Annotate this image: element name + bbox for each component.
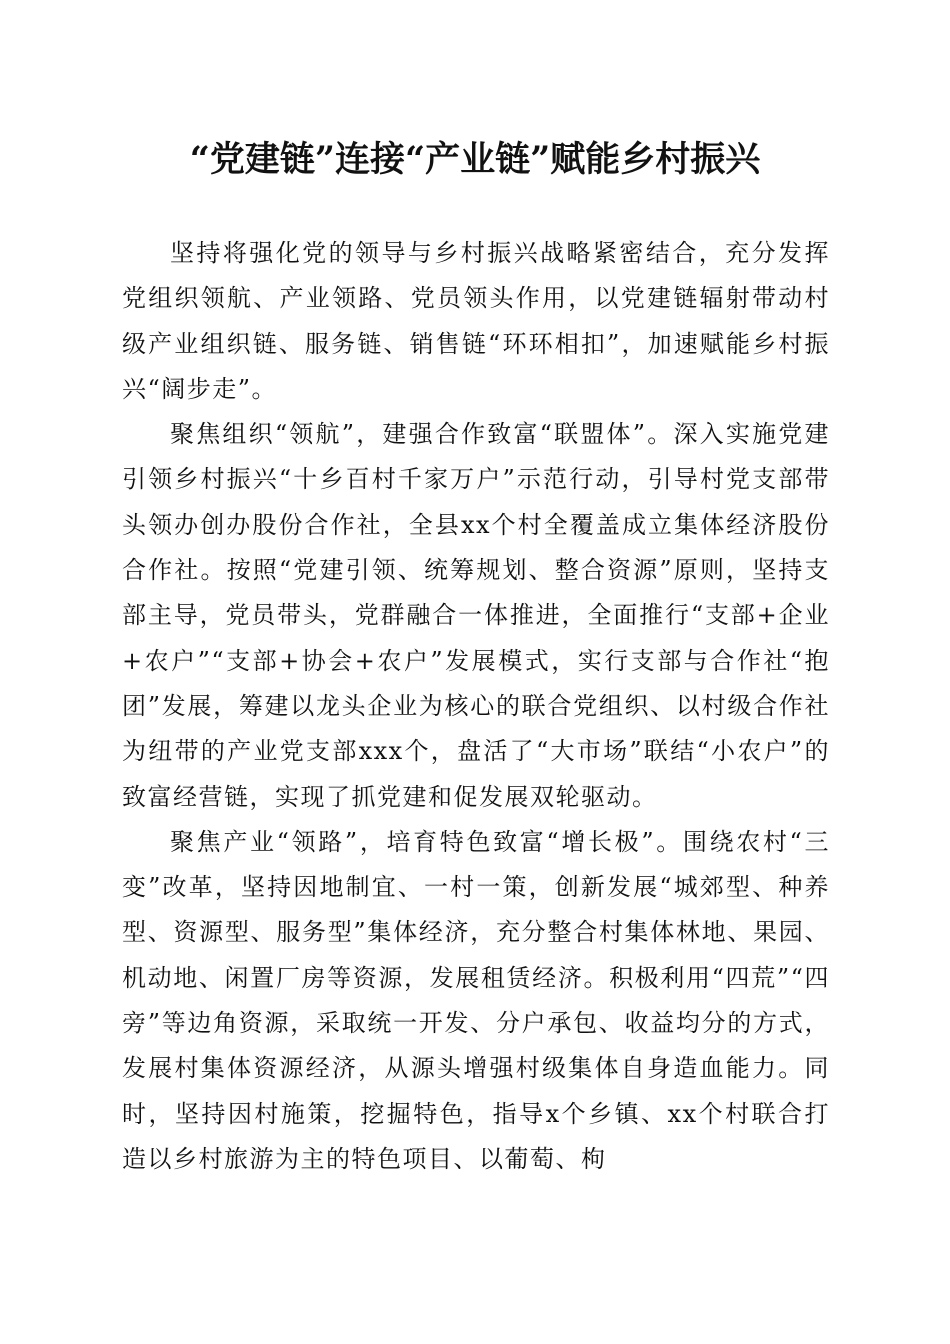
paragraph-organization: 聚焦组织“领航”，建强合作致富“联盟体”。深入实施党建引领乡村振兴“十乡百村千家万户”示范行动，引导村党支部带头领办创办股份合作社，全县xx个村全覆盖成立集体经济股份合作社。按照“党建引领、统筹规划、整合资源”原则，坚持支部主导，党员带头，党群融合一体推进，全面推行“支部+企业+农户”“支部+协会+农户”发展模式，实行支部与合作社“抱团”发展，筹建以龙头企业为核心的联合党组织、以村级合作社为纽带的产业党支部xxx个，盘活了“大市场”联结“小农户”的致富经营链，实现了抓党建和促发展双轮驱动。 bbox=[122, 420, 830, 811]
document-body bbox=[122, 231, 830, 1182]
paragraph-intro: 坚持将强化党的领导与乡村振兴战略紧密结合，充分发挥党组织领航、产业领路、党员领头作用，以党建链辐射带动村级产业组织链、服务链、销售链“环环相扣”，加速赋能乡村振兴“阔步走”。 bbox=[122, 239, 830, 403]
document-title: “党建链”连接“产业链”赋能乡村振兴 bbox=[189, 139, 761, 180]
paragraph-industry: 聚焦产业“领路”，培育特色致富“增长极”。围绕农村“三变”改革，坚持因地制宜、一村一策，创新发展“城郊型、种养型、资源型、服务型”集体经济，充分整合村集体林地、果园、机动地、闲置厂房等资源，发展租赁经济。积极利用“四荒”“四旁”等边角资源，采取统一开发、分户承包、收益均分的方式，发展村集体资源经济，从源头增强村级集体自身造血能力。同时，坚持因村施策，挖掘特色，指导x个乡镇、xx个村联合打造以乡村旅游为主的特色项目、以葡萄、枸 bbox=[122, 827, 830, 1173]
